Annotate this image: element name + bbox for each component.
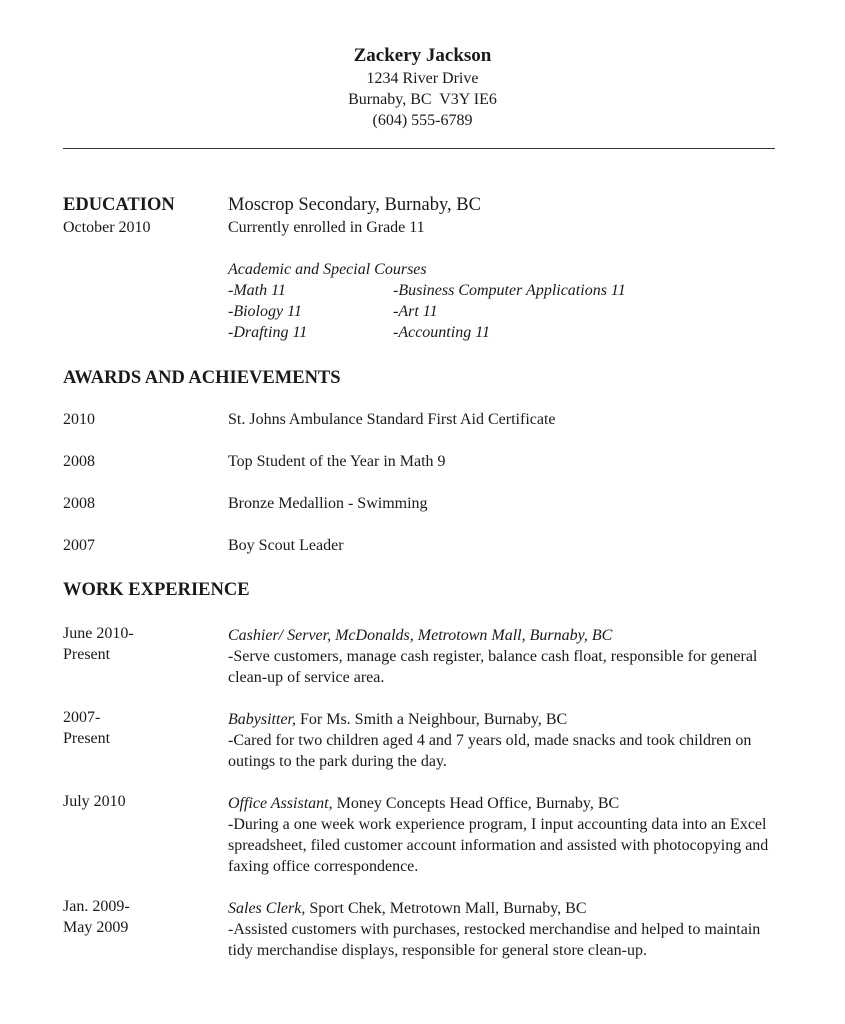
courses-heading: Academic and Special Courses: [228, 261, 427, 278]
address-line-2: Burnaby, BC V3Y IE6: [348, 91, 497, 108]
job-title: Babysitter,: [228, 711, 296, 728]
job-date-start: 2007-: [63, 709, 101, 726]
job-date-start: July 2010: [63, 793, 126, 810]
education-school: Moscrop Secondary, Burnaby, BC: [228, 195, 481, 215]
award-year: 2008: [63, 453, 95, 470]
resume-header: [0, 44, 845, 131]
job-description: -Assisted customers with purchases, restocked merchandise and helped to maintain tidy merchandise displays, responsible for general store clean-up.: [228, 921, 761, 959]
job-date-start: Jan. 2009-: [63, 898, 130, 915]
candidate-name: Zackery Jackson: [353, 45, 492, 66]
award-text: Bronze Medallion - Swimming: [228, 495, 428, 512]
section-title-education: EDUCATION: [63, 195, 175, 215]
phone-number: (604) 555-6789: [372, 112, 473, 129]
job-title: Sales Clerk: [228, 900, 302, 917]
course-item: -Math 11: [228, 282, 286, 299]
course-item: -Business Computer Applications 11: [393, 282, 626, 299]
job-entry: [228, 625, 788, 688]
job-date-end: Present: [63, 730, 111, 747]
job-date-end: Present: [63, 646, 111, 663]
job-entry: [228, 709, 788, 772]
section-title-awards: AWARDS AND ACHIEVEMENTS: [63, 368, 341, 388]
job-date-end: May 2009: [63, 919, 129, 936]
job-description: -Cared for two children aged 4 and 7 years old, made snacks and took children on outings to the park during the day.: [228, 732, 752, 770]
job-entry: [228, 898, 788, 961]
section-title-work: WORK EXPERIENCE: [63, 580, 250, 600]
job-employer: , Sport Chek, Metrotown Mall, Burnaby, BC: [301, 900, 587, 917]
job-description: -Serve customers, manage cash register, balance cash float, responsible for general clean-up of service area.: [228, 648, 758, 686]
job-description: -During a one week work experience program, I input accounting data into an Excel spreadsheet, filed customer account information and assisted with photocopying and faxing office correspondence.: [228, 816, 769, 875]
education-status: Currently enrolled in Grade 11: [228, 219, 425, 236]
award-text: Boy Scout Leader: [228, 537, 344, 554]
course-item: -Art 11: [393, 303, 438, 320]
award-text: St. Johns Ambulance Standard First Aid Certificate: [228, 411, 556, 428]
course-item: -Biology 11: [228, 303, 302, 320]
job-date-start: June 2010-: [63, 625, 134, 642]
address-line-1: 1234 River Drive: [366, 70, 479, 87]
job-employer: For Ms. Smith a Neighbour, Burnaby, BC: [296, 711, 568, 728]
job-employer: , Money Concepts Head Office, Burnaby, BC: [328, 795, 620, 812]
award-year: 2007: [63, 537, 95, 554]
education-date: October 2010: [63, 219, 151, 236]
header-divider: [63, 148, 775, 149]
job-title: Office Assistant: [228, 795, 329, 812]
award-year: 2010: [63, 411, 95, 428]
award-text: Top Student of the Year in Math 9: [228, 453, 446, 470]
job-title: Cashier/ Server, McDonalds, Metrotown Mall, Burnaby, BC: [228, 627, 613, 644]
course-item: -Accounting 11: [393, 324, 491, 341]
award-year: 2008: [63, 495, 95, 512]
job-entry: [228, 793, 788, 877]
course-item: -Drafting 11: [228, 324, 308, 341]
